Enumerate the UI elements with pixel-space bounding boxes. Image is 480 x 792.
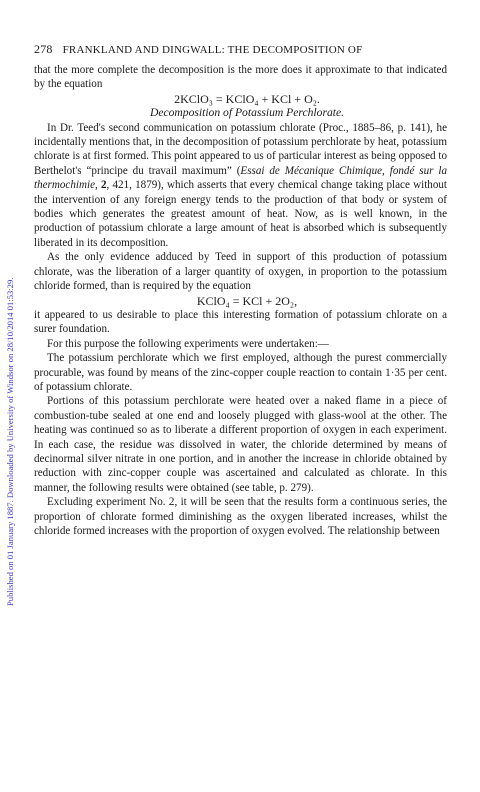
running-header	[34, 42, 452, 57]
download-watermark-text: Published on 01 January 1887. Downloaded by University of Windsor on 28/10/2014 01:53:29.	[5, 277, 15, 606]
intro-paragraph: that the more complete the decomposition is the more does it approximate to that indicated by the equation	[34, 64, 447, 91]
running-title: FRANKLAND AND DINGWALL: THE DECOMPOSITION OF	[62, 44, 363, 56]
paragraph-teed	[34, 121, 447, 251]
paragraph-teed-part-2: , 421, 1879), which asserts that every chemical change taking place without the intervention of any foreign energy tends to the production of that body or system of bodies which generates the greatest amount of heat. Now, as is well known, in the production of potassium chlorate a large amount of heat is absorbed which is subsequently liberated in its decomposition.	[34, 179, 448, 249]
paragraph-perchlorate: The potassium perchlorate which we first employed, although the purest commercially procurable, was found by means of the zinc-copper couple reaction to contain 1·35 per cent. of potassium chlorate.	[34, 352, 447, 393]
paragraph-excluding: Excluding experiment No. 2, it will be seen that the results form a continuous series, the proportion of chlorate formed diminishing as the oxygen liberated increases, whilst the chloride formed increases with the proportion of oxygen evolved. The relationship between	[34, 496, 447, 537]
citation-volume: 2	[100, 179, 107, 192]
citation-separator: ,	[95, 179, 101, 192]
paragraph-desirable: it appeared to us desirable to place this interesting formation of potassium chlorate on a surer foundation.	[34, 308, 447, 336]
citation-title: Essai de Mécanique Chimique, fondé sur la thermochimie	[34, 164, 447, 192]
equation-1: 2KClO₃ = KClO₄ + KCl + O₂.	[174, 91, 320, 106]
article-body	[34, 63, 447, 538]
paragraph-portions: Portions of this potassium perchlorate were heated over a naked flame in a piece of combustion-tube sealed at one end and loosely plugged with glass-wool at the other. The heating was continued so as to liberate a different proportion of oxygen in each experiment. In each case, the residue was dissolved in water, the chloride determined by means of decinormal silver nitrate in one portion, and in another the increase in chloride obtained by reduction with zinc-copper couple was ascertained and calculated as chlorate. In this manner, the following results were obtained (see table, p. 279).	[34, 395, 447, 494]
paragraph-teed-part-1: In Dr. Teed's second communication on potassium chlorate (Proc., 1885–86, p. 141), he incidentally mentions that, in the decomposition of potassium perchlorate by heat, potassium chlorate is at first formed. This point appeared to us of particular interest as being opposed to Berthelot's “principe du travail maximum” (	[34, 121, 447, 177]
equation-2: KClO₄ = KCl + 2O₂,	[196, 293, 298, 308]
download-watermark	[4, 66, 18, 606]
section-title: Decomposition of Potassium Perchlorate.	[149, 106, 345, 120]
page-number: 278	[34, 42, 53, 56]
paragraph-purpose: For this purpose the following experiments were undertaken:—	[47, 337, 329, 350]
paragraph-evidence: As the only evidence adduced by Teed in support of this production of potassium chlorate, was the liberation of a larger quantity of oxygen, in proportion to the potassium chloride formed, than is required by the equation	[34, 251, 447, 293]
